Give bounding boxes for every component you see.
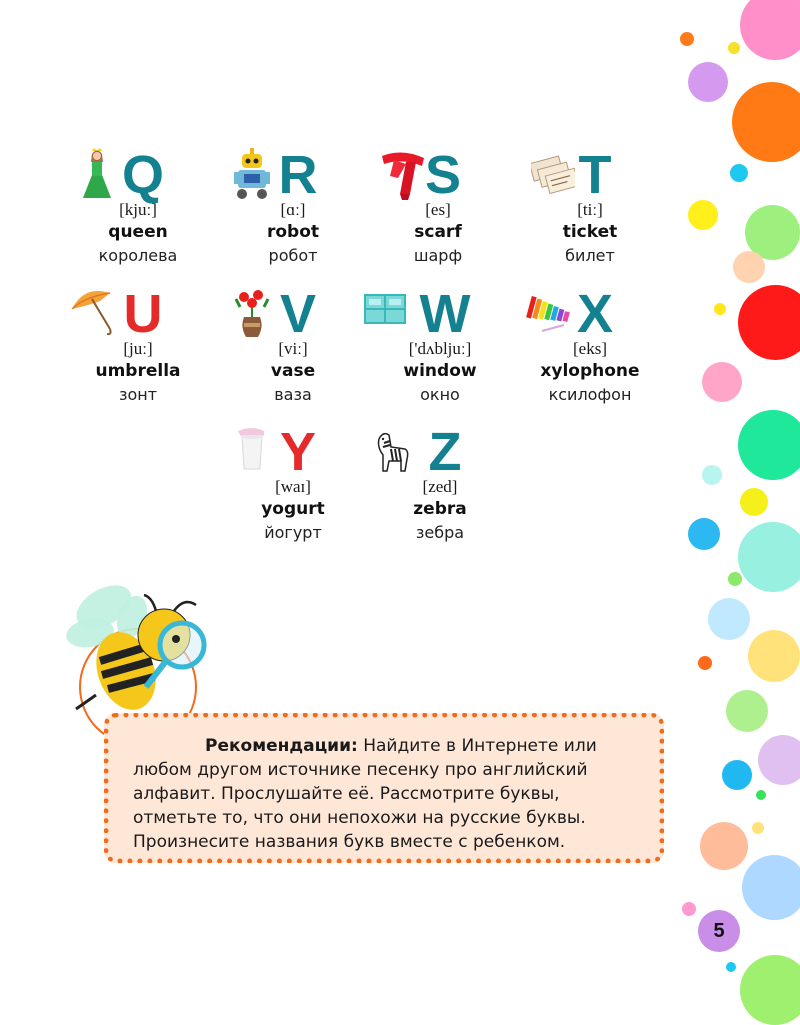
english-word: window [403,361,477,381]
transcription: [viː] [278,339,308,358]
english-word: scarf [414,222,462,242]
recommendation-text [133,734,635,854]
russian-word: ксилофон [548,385,632,404]
transcription: [zed] [422,477,458,496]
letter-card-y [218,422,368,555]
russian-word: шарф [413,246,463,265]
letter-u: U [123,284,163,344]
letter-card-u [63,284,213,417]
transcription: [es] [425,200,451,219]
letter-r: R [278,145,318,205]
transcription: ['dʌblјuː] [408,339,472,358]
umbrella-icon [67,287,117,339]
russian-word: йогурт [264,523,322,542]
letter-t: T [578,145,612,205]
recommendation-body: Найдите в Интернете или любом другом источнике песенку про английский алфавит. Прослушайте её. Рассмотрите буквы, отметьте то, что они непохожи на русские буквы. Произнесите названия букв вместе с ребенком. [133,736,597,852]
letter-z: Z [428,422,462,482]
russian-word: билет [565,246,615,265]
transcription: [tiː] [577,200,603,219]
russian-word: робот [268,246,318,265]
transcription: [ɑː] [280,200,306,219]
page-number: 5 [698,910,740,952]
letter-y: Y [279,422,317,482]
letter-card-v [218,284,368,417]
transcription: [eks] [573,339,607,358]
letter-card-x [515,284,665,417]
letter-w: W [419,284,471,344]
letter-card-r [218,145,368,278]
recommendation-box [104,713,664,863]
russian-word: ваза [274,385,312,404]
english-word: xylophone [540,361,640,381]
letter-x: X [576,284,614,344]
letter-v: V [279,284,317,344]
russian-word: зонт [118,385,158,404]
transcription: [juː] [123,339,153,358]
russian-word: окно [420,385,460,404]
letter-card-q [63,145,213,278]
zebra-icon [369,425,413,477]
transcription: [waɪ] [275,477,311,496]
letter-card-t [515,145,665,278]
english-word: zebra [413,499,467,519]
english-word: umbrella [95,361,181,381]
russian-word: зебра [415,523,465,542]
english-word: vase [270,361,316,381]
letter-card-s [363,145,513,278]
english-word: yogurt [261,499,325,519]
transcription: [kjuː] [119,200,157,219]
russian-word: королева [98,246,178,265]
english-word: queen [108,222,168,242]
letter-s: S [424,145,462,205]
window-icon [363,287,407,339]
english-word: ticket [562,222,618,242]
english-word: robot [266,222,320,242]
letter-card-z [365,422,515,555]
letter-q: Q [121,145,164,205]
letter-card-w [365,284,515,417]
recommendation-label: Рекомендации: [205,736,358,756]
